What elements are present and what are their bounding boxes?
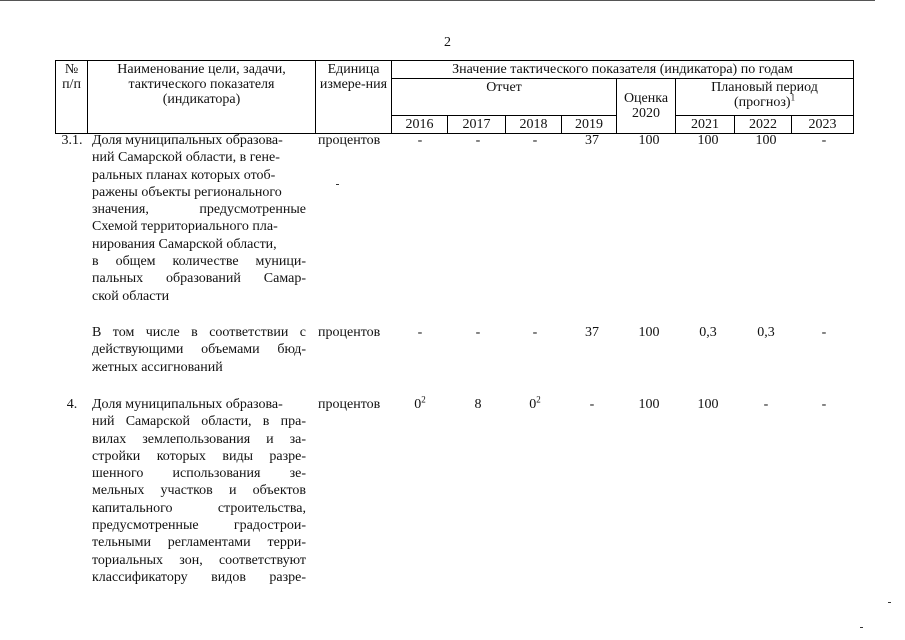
value-2017: - (475, 325, 481, 340)
name-line: ний Самарской области, в гене- (92, 150, 280, 166)
row-unit: процентов (318, 133, 381, 148)
value-2018: - (532, 325, 538, 340)
value-2021: 100 (697, 397, 719, 412)
header-values: Значение тактического показателя (индикатора) по годам (392, 61, 854, 79)
value-2018: - (532, 133, 538, 148)
value-2018 (515, 396, 555, 413)
value-2016 (400, 396, 440, 413)
value-2023: - (821, 397, 827, 412)
year-2019: 2019 (562, 116, 617, 134)
header-plan-footnote: 1 (790, 92, 796, 103)
header-plan-title: Плановый период (711, 80, 818, 95)
name-line: тельными регламентами терри- (92, 535, 306, 551)
header-plan-note: (прогноз) (733, 95, 791, 110)
value-2019: 37 (585, 325, 599, 340)
name-line: нирования Самарской области, (92, 236, 277, 252)
value-2022: 100 (755, 133, 777, 148)
name-line: Доля муниципальных образова- (92, 397, 283, 412)
value-2021: 0,3 (699, 325, 717, 340)
value-2020: 100 (638, 397, 660, 412)
name-line: капитального строительства, (92, 500, 306, 516)
name-line: ской области (92, 288, 170, 304)
name-line: действующими объемами бюд- (92, 342, 306, 358)
name-line: ражены объекты регионального (92, 184, 282, 200)
header-plan (676, 79, 854, 116)
header-report: Отчет (392, 79, 617, 116)
name-line: ториальных зон, соответствуют (92, 552, 306, 568)
name-line: мельных участков и объектов (92, 483, 306, 499)
row-name (92, 396, 306, 586)
value-2022: - (763, 397, 769, 412)
value-2017: - (475, 133, 481, 148)
year-2022: 2022 (735, 116, 792, 134)
name-line: пальных образований Самар- (92, 271, 306, 287)
header-unit: Единица измере-ния (316, 61, 392, 134)
header-name: Наименование цели, задачи, тактического показателя (индикатора) (88, 61, 316, 134)
name-line: классификатору видов разре- (92, 569, 306, 585)
header-num: № п/п (56, 61, 88, 134)
name-line: В том числе в соответствии с (92, 325, 306, 340)
year-2023: 2023 (792, 116, 854, 134)
value-2017: 8 (474, 397, 482, 412)
row-name (92, 132, 306, 305)
top-edge-line (0, 0, 875, 1)
value-2022: 0,3 (757, 325, 775, 340)
name-line: шенного использования зе- (92, 466, 306, 482)
name-line: предусмотренные градострои- (92, 518, 306, 534)
row-unit: процентов (318, 325, 381, 340)
name-line: значения, предусмотренные (92, 202, 306, 218)
name-line: вилах землепользования и за- (92, 431, 306, 447)
footnote-mark: 2 (536, 394, 541, 405)
value-2016: - (417, 325, 423, 340)
year-2017: 2017 (448, 116, 506, 134)
value-text: 0 (414, 397, 422, 412)
header-estimate: Оценка 2020 (617, 79, 676, 134)
page-number: 2 (444, 35, 451, 50)
year-2021: 2021 (676, 116, 735, 134)
name-line: Доля муниципальных образова- (92, 133, 283, 148)
indicator-table-header (55, 60, 854, 134)
value-2021: 100 (697, 133, 719, 148)
name-line: в общем количестве муници- (92, 254, 306, 270)
row-unit: процентов (318, 397, 381, 412)
value-2020: 100 (638, 325, 660, 340)
name-line: ний Самарской области, в пра- (92, 414, 306, 430)
value-2016: - (417, 133, 423, 148)
name-line: ральных планах которых отоб- (92, 167, 276, 183)
footnote-mark: 2 (421, 394, 426, 405)
scan-speck (888, 602, 891, 603)
value-2019: 37 (585, 133, 599, 148)
value-2023: - (821, 133, 827, 148)
value-text: 0 (529, 397, 537, 412)
name-line: Схемой территориального пла- (92, 219, 278, 235)
scan-speck (336, 184, 339, 185)
year-2016: 2016 (392, 116, 448, 134)
name-line: жетных ассигнований (92, 359, 223, 375)
row-name (92, 324, 306, 376)
row-number: 3.1. (61, 133, 83, 148)
value-2023: - (821, 325, 827, 340)
scan-speck (860, 627, 863, 628)
value-2019: - (589, 397, 595, 412)
year-2018: 2018 (506, 116, 562, 134)
row-number: 4. (66, 397, 78, 412)
name-line: стройки которых виды разре- (92, 448, 306, 464)
value-2020: 100 (638, 133, 660, 148)
